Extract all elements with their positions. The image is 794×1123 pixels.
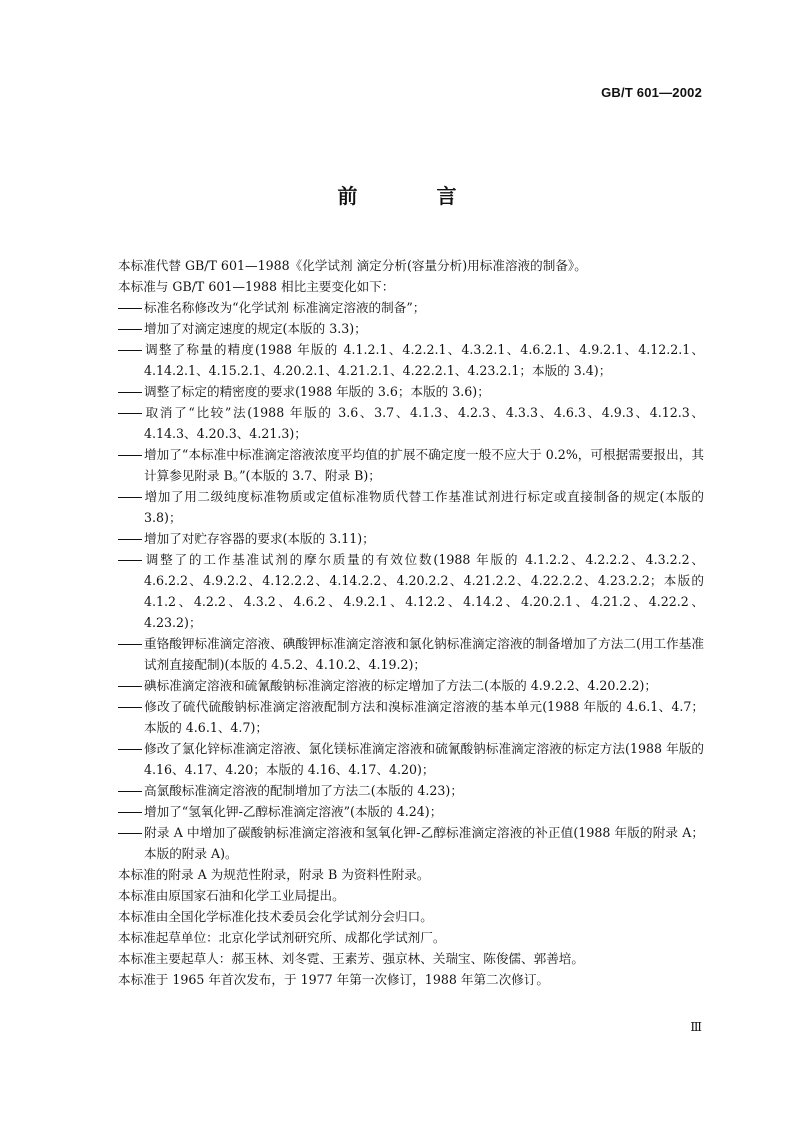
change-item (118, 528, 704, 549)
change-item-text: 增加了“氢氧化钾-乙醇标准滴定溶液”(本版的 4.24)； (144, 804, 443, 819)
change-item (118, 381, 704, 402)
closing-paragraph: 本标准于 1965 年首次发布，于 1977 年第一次修订，1988 年第二次修订。 (118, 972, 550, 987)
change-item-text: 增加了用二级纯度标准物质或定值标准物质代替工作基准试剂进行标定或直接制备的规定(本版的 3.8)； (144, 489, 704, 525)
change-item (118, 696, 704, 738)
dash-marker (118, 633, 144, 654)
change-item-text: 高氯酸标准滴定溶液的配制增加了方法二(本版的 4.23)； (144, 783, 463, 798)
change-item (118, 402, 704, 444)
change-item-text: 附录 A 中增加了碳酸钠标准滴定溶液和氢氧化钾-乙醇标准滴定溶液的补正值(1988 年版的附录 A；本版的附录 A)。 (144, 825, 704, 861)
dash-marker (118, 339, 144, 360)
change-item (118, 633, 704, 675)
dash-marker (118, 549, 144, 570)
dash-marker (118, 801, 144, 822)
closing-paragraph: 本标准起草单位：北京化学试剂研究所、成都化学试剂厂。 (118, 930, 446, 945)
dash-marker (118, 444, 144, 465)
closing-paragraph: 本标准由原国家石油和化学工业局提出。 (118, 888, 345, 903)
document-body (118, 255, 704, 990)
change-item (118, 675, 704, 696)
change-item-text: 增加了对贮存容器的要求(本版的 3.11)； (144, 531, 375, 546)
dash-marker (118, 696, 144, 717)
change-item-text: 增加了“本标准中标准滴定溶液浓度平均值的扩展不确定度一般不应大于 0.2%，可根据需要报出，其计算参见附录 B。”(本版的 3.7、附录 B)； (144, 447, 704, 483)
change-item-text: 标准名称修改为“化学试剂 标准滴定溶液的制备”； (144, 300, 426, 315)
intro-paragraph: 本标准与 GB/T 601—1988 相比主要变化如下： (118, 279, 395, 294)
dash-marker (118, 528, 144, 549)
change-item-text: 修改了硫代硫酸钠标准滴定溶液配制方法和溴标准滴定溶液的基本单元(1988 年版的 4.6.1、4.7；本版的 4.6.1、4.7)； (144, 699, 704, 735)
dash-marker (118, 738, 144, 759)
change-item (118, 780, 704, 801)
change-item (118, 822, 704, 864)
closing-paragraph: 本标准主要起草人：郝玉林、刘冬霓、王素芳、强京林、关瑞宝、陈俊儒、郭善培。 (118, 951, 584, 966)
change-item-text: 重铬酸钾标准滴定溶液、碘酸钾标准滴定溶液和氯化钠标准滴定溶液的制备增加了方法二(用工作基准试剂直接配制)(本版的 4.5.2、4.10.2、4.19.2)； (144, 636, 704, 672)
change-item (118, 738, 704, 780)
dash-marker (118, 780, 144, 801)
dash-marker (118, 675, 144, 696)
dash-marker (118, 297, 144, 318)
closing-paragraph: 本标准的附录 A 为规范性附录，附录 B 为资料性附录。 (118, 867, 430, 882)
dash-marker (118, 486, 144, 507)
change-item-text: 调整了标定的精密度的要求(1988 年版的 3.6；本版的 3.6)； (144, 384, 490, 399)
change-item (118, 297, 704, 318)
change-item (118, 486, 704, 528)
change-item (118, 801, 704, 822)
page-title: 前 言 (337, 184, 493, 208)
change-item-text: 碘标准滴定溶液和硫氰酸钠标准滴定溶液的标定增加了方法二(本版的 4.9.2.2、4.20.2.2)； (144, 678, 657, 693)
change-item (118, 339, 704, 381)
standard-number: GB/T 601—2002 (601, 85, 702, 100)
change-item-text: 增加了对滴定速度的规定(本版的 3.3)； (144, 321, 367, 336)
dash-marker (118, 381, 144, 402)
page-number: Ⅲ (690, 1020, 702, 1034)
dash-marker (118, 822, 144, 843)
change-item-text: 调整了的工作基准试剂的摩尔质量的有效位数(1988 年版的 4.1.2.2、4.2.2.2、4.3.2.2、4.6.2.2、4.9.2.2、4.12.2.2、4.14.2.2、4.20.2.2、4.21.2.2、4.22.2.2、4.23.2.2；本版的 4.1.2、4.2.2、4.3.2、4.6.2、4.9.2.1、4.12.2、4.14.2、4.20.2.1、4.21.2、4.22.2、4.23.2)； (144, 552, 704, 630)
dash-marker (118, 402, 144, 423)
change-item-text: 取消了“比较”法(1988 年版的 3.6、3.7、4.1.3、4.2.3、4.3.3、4.6.3、4.9.3、4.12.3、4.14.3、4.20.3、4.21.3)； (144, 405, 704, 441)
change-item (118, 444, 704, 486)
dash-marker (118, 318, 144, 339)
change-item (118, 318, 704, 339)
change-item-text: 调整了称量的精度(1988 年版的 4.1.2.1、4.2.2.1、4.3.2.1、4.6.2.1、4.9.2.1、4.12.2.1、4.14.2.1、4.15.2.1、4.20.2.1、4.21.2.1、4.22.2.1、4.23.2.1；本版的 3.4)； (144, 342, 704, 378)
closing-paragraph: 本标准由全国化学标准化技术委员会化学试剂分会归口。 (118, 909, 433, 924)
intro-paragraph: 本标准代替 GB/T 601—1988《化学试剂 滴定分析(容量分析)用标准溶液的制备》。 (118, 258, 587, 273)
change-item-text: 修改了氯化锌标准滴定溶液、氯化镁标准滴定溶液和硫氰酸钠标准滴定溶液的标定方法(1988 年版的 4.16、4.17、4.20；本版的 4.16、4.17、4.20)； (144, 741, 704, 777)
change-item (118, 549, 704, 633)
